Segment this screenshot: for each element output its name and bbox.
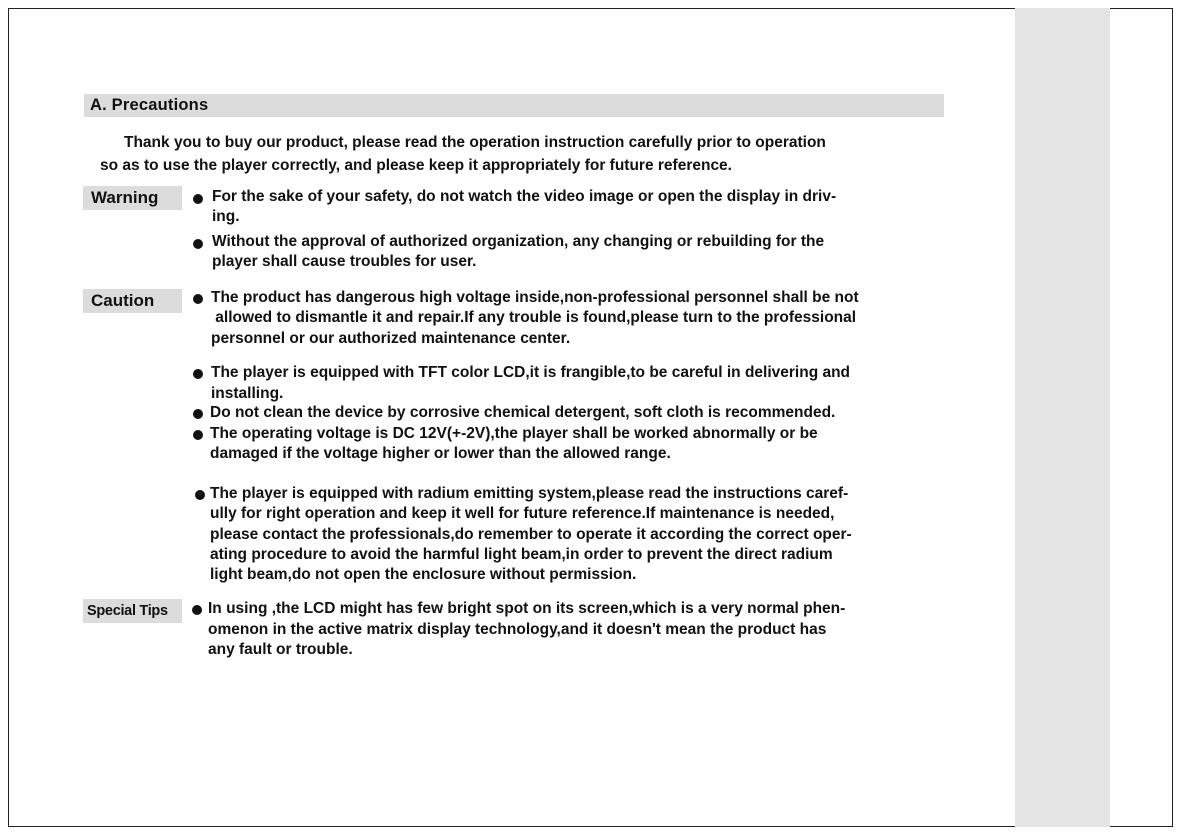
caution-4-line-2: damaged if the voltage higher or lower than the allowed range.: [210, 445, 671, 462]
warning-1-line-1: For the sake of your safety, do not watch the video image or open the display in driv-: [212, 188, 837, 205]
bullet-icon: [195, 490, 205, 500]
tips-1-line-1: In using ,the LCD might has few bright spot on its screen,which is a very normal phen-: [208, 600, 846, 617]
bullet-icon: [193, 194, 203, 204]
caution-5-line-3: please contact the professionals,do remember to operate it according the correct oper-: [210, 526, 852, 543]
bullet-icon: [193, 409, 203, 419]
tips-1-line-2: omenon in the active matrix display technology,and it doesn't mean the product has: [208, 621, 827, 638]
caution-5-line-1: The player is equipped with radium emitting system,please read the instructions caref-: [210, 485, 849, 502]
warning-label: Warning: [83, 186, 182, 210]
caution-3-line-1: Do not clean the device by corrosive chemical detergent, soft cloth is recommended.: [210, 404, 836, 421]
caution-5-line-5: light beam,do not open the enclosure without permission.: [210, 566, 637, 583]
caution-2-line-1: The player is equipped with TFT color LCD,it is frangible,to be careful in delivering and: [211, 364, 851, 381]
caution-1-line-2: allowed to dismantle it and repair.If any trouble is found,please turn to the professional: [211, 309, 857, 326]
section-title: A. Precautions: [90, 96, 209, 114]
intro-line-2: so as to use the player correctly, and please keep it appropriately for future reference.: [100, 157, 732, 174]
caution-5-line-2: ully for right operation and keep it well for future reference.If maintenance is needed,: [210, 505, 835, 522]
warning-1-line-2: ing.: [212, 208, 240, 225]
bullet-icon: [193, 369, 203, 379]
caution-label: Caution: [83, 289, 182, 313]
warning-2-line-1: Without the approval of authorized organization, any changing or rebuilding for the: [212, 233, 825, 250]
bullet-icon: [193, 239, 203, 249]
caution-5-line-4: ating procedure to avoid the harmful light beam,in order to prevent the direct radium: [210, 546, 833, 563]
bullet-icon: [192, 605, 202, 615]
caution-4-line-1: The operating voltage is DC 12V(+-2V),the player shall be worked abnormally or be: [210, 425, 818, 442]
side-tab: [1015, 8, 1110, 827]
caution-2-line-2: installing.: [211, 385, 284, 402]
caution-1-line-1: The product has dangerous high voltage inside,non-professional personnel shall be not: [211, 289, 859, 306]
intro-line-1: Thank you to buy our product, please read the operation instruction carefully prior to operation: [124, 134, 826, 151]
special-tips-label: Special Tips: [83, 599, 182, 623]
caution-1-line-3: personnel or our authorized maintenance center.: [211, 330, 571, 347]
bullet-icon: [193, 430, 203, 440]
tips-1-line-3: any fault or trouble.: [208, 641, 353, 658]
bullet-icon: [193, 294, 203, 304]
section-header: [84, 94, 944, 117]
warning-2-line-2: player shall cause troubles for user.: [212, 253, 477, 270]
